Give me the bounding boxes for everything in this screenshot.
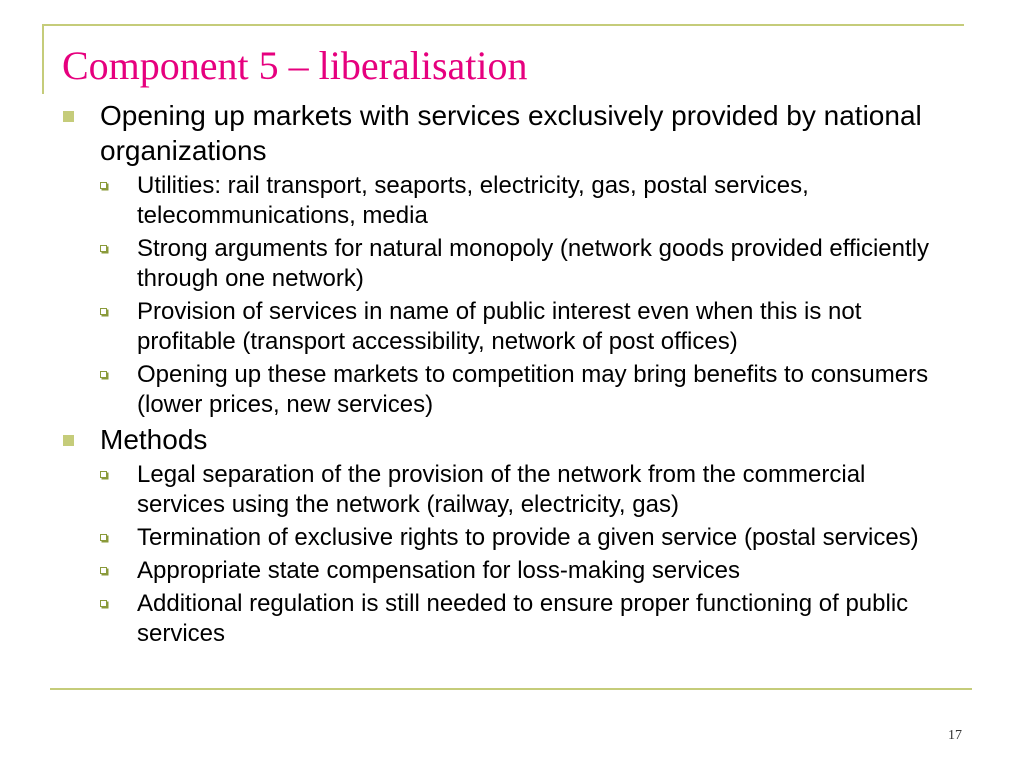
hollow-square-bullet-icon [100, 245, 107, 252]
sub-bullet-item [0, 460, 959, 520]
sub-bullet-item [0, 523, 959, 553]
slide-content [0, 98, 1024, 649]
slide-title: Component 5 – liberalisation [62, 43, 528, 88]
frame-top-line [42, 24, 964, 26]
page-number: 17 [948, 728, 962, 743]
sub-bullet-text: Strong arguments for natural monopoly (network goods provided efficiently through one network) [137, 235, 929, 292]
bullet-item [0, 98, 950, 168]
sub-bullet-item [0, 589, 959, 649]
frame-left-line [42, 24, 44, 94]
sub-bullet-item [0, 556, 959, 586]
hollow-square-bullet-icon [100, 567, 107, 574]
sub-bullet-text: Opening up these markets to competition may bring benefits to consumers (lower prices, new services) [137, 361, 929, 418]
bullet-item [0, 422, 950, 457]
sub-bullet-text: Appropriate state compensation for loss-making services [137, 557, 740, 584]
sub-bullet-item [0, 297, 959, 357]
hollow-square-bullet-icon [100, 308, 107, 315]
bottom-rule [50, 688, 972, 690]
hollow-square-bullet-icon [100, 471, 107, 478]
bullet-text: Opening up markets with services exclusively provided by national organizations [100, 100, 922, 166]
hollow-square-bullet-icon [100, 182, 107, 189]
hollow-square-bullet-icon [100, 371, 107, 378]
bullet-text: Methods [100, 424, 208, 455]
square-bullet-icon [63, 111, 74, 122]
hollow-square-bullet-icon [100, 600, 107, 607]
sub-bullet-item [0, 234, 959, 294]
sub-bullet-item [0, 360, 959, 420]
sub-bullet-text: Termination of exclusive rights to provide a given service (postal services) [137, 524, 919, 551]
sub-bullet-text: Additional regulation is still needed to ensure proper functioning of public services [137, 590, 909, 647]
hollow-square-bullet-icon [100, 534, 107, 541]
square-bullet-icon [63, 435, 74, 446]
sub-bullet-text: Utilities: rail transport, seaports, electricity, gas, postal services, telecommunications, media [137, 172, 809, 229]
sub-bullet-text: Provision of services in name of public interest even when this is not profitable (transport accessibility, network of post offices) [137, 298, 862, 355]
sub-bullet-text: Legal separation of the provision of the network from the commercial services using the network (railway, electricity, gas) [137, 461, 866, 518]
sub-bullet-item [0, 171, 959, 231]
